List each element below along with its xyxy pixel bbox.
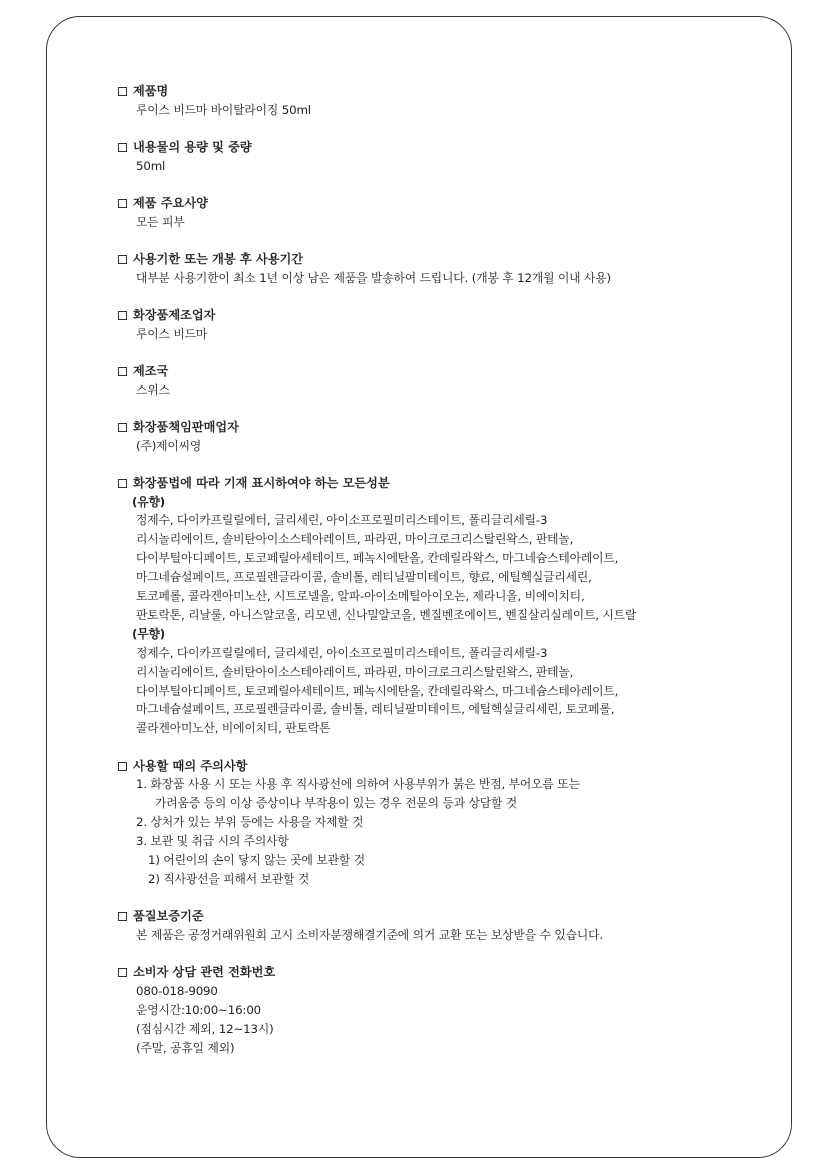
caution-item-continued: 가려움증 등의 이상 증상이나 부작용이 있는 경우 전문의 등과 상담할 것 <box>155 796 518 811</box>
contact-lunch: (점심시간 제외, 12~13시) <box>136 1021 274 1036</box>
ingredient-line: 콜라겐아미노산, 비에이치티, 판토락톤 <box>136 721 331 736</box>
section-heading: 사용기한 또는 개봉 후 사용기간 <box>118 250 758 269</box>
section-contact <box>118 963 758 1057</box>
checkbox-square-icon <box>118 968 127 977</box>
unscented-label: (무향) <box>132 626 165 641</box>
section-heading: 제품 주요사양 <box>118 194 758 213</box>
ingredient-line: 정제수, 다이카프릴릴에터, 글리세린, 아이소프로필미리스테이트, 폴리글리세릴-3 <box>136 645 548 660</box>
section-heading: 사용할 때의 주의사항 <box>118 757 758 776</box>
ingredient-line: 정제수, 다이카프릴릴에터, 글리세린, 아이소프로필미리스테이트, 폴리글리세릴-3 <box>136 513 548 528</box>
checkbox-square-icon <box>118 479 127 488</box>
contact-phone: 080-018-9090 <box>136 983 218 998</box>
quality-value: 본 제품은 공정거래위원회 고시 소비자분쟁해결기준에 의거 교환 또는 보상받을 수 있습니다. <box>136 927 603 942</box>
country-value: 스위스 <box>136 382 170 397</box>
contact-hours: 운영시간:10:00~16:00 <box>136 1002 262 1017</box>
checkbox-square-icon <box>118 143 127 152</box>
caution-item: 1. 화장품 사용 시 또는 사용 후 직사광선에 의하여 사용부위가 붉은 반점, 부어오름 또는 <box>136 777 580 792</box>
checkbox-square-icon <box>118 367 127 376</box>
ingredient-line: 다이부틸아디페이트, 토코페릴아세테이트, 페녹시에탄올, 칸데릴라왁스, 마그네슘스테아레이트, <box>136 683 619 698</box>
section-quality <box>118 907 758 944</box>
section-country <box>118 362 758 399</box>
scented-label: (유향) <box>132 494 165 509</box>
contact-holiday: (주말, 공휴일 제외) <box>136 1040 235 1055</box>
ingredient-line: 판토락톤, 리날룰, 아니스알코올, 리모넨, 신나밀알코올, 벤질벤조에이트, 벤질살리실레이트, 시트랄 <box>136 607 637 622</box>
section-heading: 화장품제조업자 <box>118 306 758 325</box>
section-heading: 품질보증기준 <box>118 907 758 926</box>
checkbox-square-icon <box>118 255 127 264</box>
section-heading: 화장품법에 따라 기재 표시하여야 하는 모든성분 <box>118 474 758 493</box>
manufacturer-value: 루이스 비드마 <box>136 326 208 341</box>
checkbox-square-icon <box>118 87 127 96</box>
section-seller <box>118 418 758 455</box>
ingredient-line: 토코페롤, 콜라겐아미노산, 시트로넬올, 알파-아이소메틸아이오논, 제라니올, 비에이치티, <box>136 589 585 604</box>
seller-value: (주)제이씨영 <box>136 438 202 453</box>
caution-item: 3. 보관 및 취급 시의 주의사항 <box>136 834 289 849</box>
ingredient-line: 리시놀리에이트, 솔비탄아이소스테아레이트, 파라핀, 마이크로크리스탈린왁스, 판테놀, <box>136 532 574 547</box>
product-info-content <box>118 82 758 1076</box>
section-volume <box>118 138 758 175</box>
checkbox-square-icon <box>118 311 127 320</box>
section-heading: 제조국 <box>118 362 758 381</box>
section-heading: 화장품책임판매업자 <box>118 418 758 437</box>
section-product-name <box>118 82 758 119</box>
volume-value: 50ml <box>136 158 166 173</box>
ingredient-line: 마그네슘설페이트, 프로필렌글라이콜, 솔비톨, 레티닐팔미테이트, 에틸헥실글리세린, 토코페롤, <box>136 702 615 717</box>
product-name-value: 루이스 비드마 바이탈라이징 50ml <box>136 102 311 117</box>
checkbox-square-icon <box>118 423 127 432</box>
ingredient-line: 다이부틸아디페이트, 토코페릴아세테이트, 페녹시에탄올, 칸데릴라왁스, 마그네슘스테아레이트, <box>136 551 619 566</box>
checkbox-square-icon <box>118 199 127 208</box>
checkbox-square-icon <box>118 912 127 921</box>
expiry-value: 대부분 사용기한이 최소 1년 이상 남은 제품을 발송하여 드립니다. (개봉 후 12개월 이내 사용) <box>136 270 611 285</box>
spec-value: 모든 피부 <box>136 214 185 229</box>
section-ingredients <box>118 474 758 738</box>
caution-subitem: 1) 어린이의 손이 닿지 않는 곳에 보관할 것 <box>148 853 365 867</box>
caution-subitem: 2) 직사광선을 피해서 보관할 것 <box>148 871 310 886</box>
section-heading: 내용물의 용량 및 중량 <box>118 138 758 157</box>
section-manufacturer <box>118 306 758 343</box>
caution-item: 2. 상처가 있는 부위 등에는 사용을 자제할 것 <box>136 815 364 830</box>
ingredient-line: 리시놀리에이트, 솔비탄아이소스테아레이트, 파라핀, 마이크로크리스탈린왁스, 판테놀, <box>136 664 574 679</box>
section-heading: 소비자 상담 관련 전화번호 <box>118 963 758 982</box>
section-heading: 제품명 <box>118 82 758 101</box>
section-spec <box>118 194 758 231</box>
section-cautions <box>118 757 758 889</box>
checkbox-square-icon <box>118 762 127 771</box>
section-expiry <box>118 250 758 287</box>
ingredient-line: 마그네슘설페이트, 프로필렌글라이콜, 솔비톨, 레티닐팔미테이트, 향료, 에틸헥실글리세린, <box>136 570 592 585</box>
